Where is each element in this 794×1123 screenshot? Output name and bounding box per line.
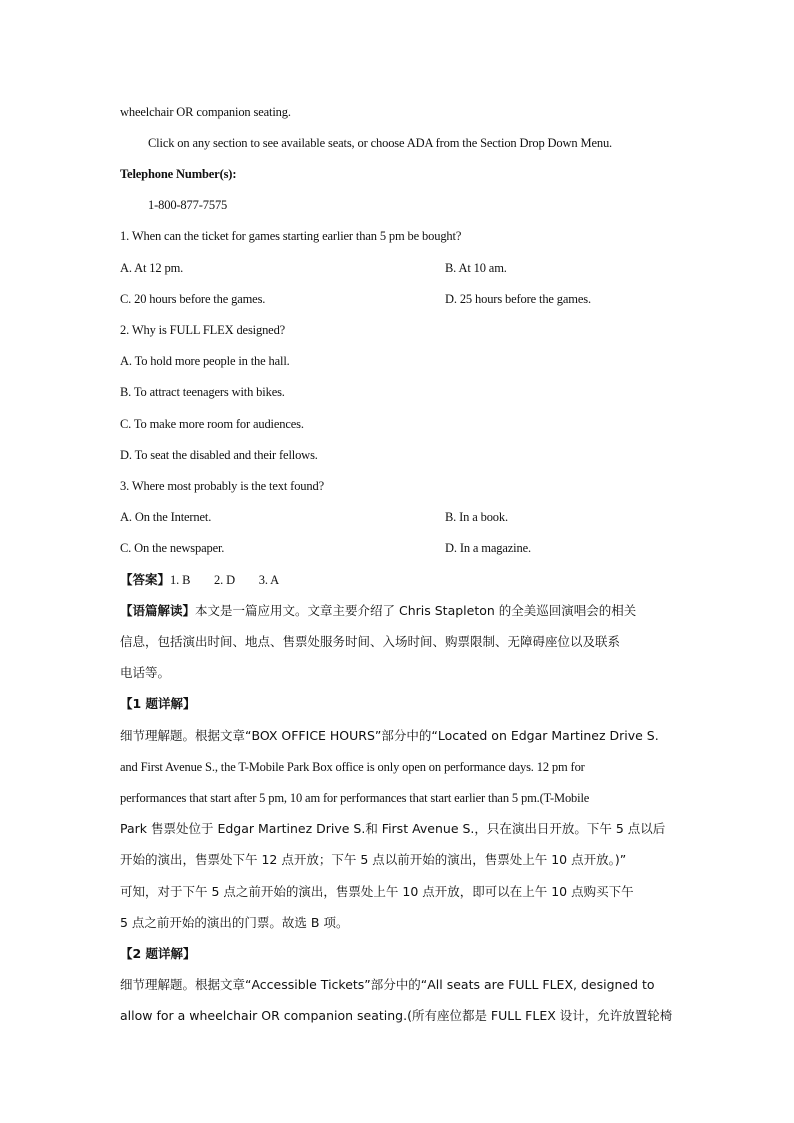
interpretation-label: 【语篇解读】 bbox=[120, 603, 196, 618]
answer-label: 【答案】 bbox=[120, 572, 171, 587]
detail-1-line-3: performances that start after 5 pm, 10 am for performances that start earlier than 5 pm.(T-Mobile bbox=[120, 791, 590, 805]
question-2-stem: 2. Why is FULL FLEX designed? bbox=[120, 323, 286, 337]
detail-1-line-2: and First Avenue S., the T-Mobile Park Box office is only open on performance days. 12 pm for bbox=[120, 760, 585, 774]
question-1-stem: 1. When can the ticket for games starting earlier than 5 pm be bought? bbox=[120, 229, 462, 243]
question-3-stem: 3. Where most probably is the text found? bbox=[120, 479, 324, 493]
question-2-option-d: D. To seat the disabled and their fellows. bbox=[120, 448, 318, 462]
telephone-heading: Telephone Number(s): bbox=[120, 167, 237, 181]
question-2-option-a: A. To hold more people in the hall. bbox=[120, 354, 290, 368]
detail-2-heading: 【2 题详解】 bbox=[120, 946, 196, 961]
question-2-option-c: C. To make more room for audiences. bbox=[120, 417, 304, 431]
answer-values: 1. B 2. D 3. A bbox=[170, 573, 280, 587]
passage-line-wheelchair: wheelchair OR companion seating. bbox=[120, 105, 291, 119]
question-3-option-a: A. On the Internet. bbox=[120, 510, 212, 524]
question-1-option-c: C. 20 hours before the games. bbox=[120, 292, 266, 306]
question-2-option-b: B. To attract teenagers with bikes. bbox=[120, 385, 285, 399]
question-3-option-b: B. In a book. bbox=[445, 510, 508, 524]
question-1-option-b: B. At 10 am. bbox=[445, 261, 507, 275]
interpretation-line-2: 信息，包括演出时间、地点、售票处服务时间、入场时间、购票限制、无障碍座位以及联系 bbox=[120, 634, 621, 649]
answer-line bbox=[120, 570, 279, 590]
detail-2-line-1: 细节理解题。根据文章“Accessible Tickets”部分中的“All seats are FULL FLEX, designed to bbox=[120, 977, 655, 992]
detail-1-line-7: 5 点之前开始的演出的门票。故选 B 项。 bbox=[120, 915, 349, 930]
telephone-number: 1-800-877-7575 bbox=[148, 198, 228, 212]
detail-2-line-2: allow for a wheelchair OR companion seating.(所有座位都是 FULL FLEX 设计，允许放置轮椅 bbox=[120, 1008, 673, 1023]
passage-line-click: Click on any section to see available seats, or choose ADA from the Section Drop Down Menu. bbox=[148, 136, 613, 150]
detail-1-line-5: 开始的演出，售票处下午 12 点开放；下午 5 点以前开始的演出，售票处上午 10 点开放。)” bbox=[120, 852, 627, 867]
question-3-option-c: C. On the newspaper. bbox=[120, 541, 225, 555]
question-1-option-d: D. 25 hours before the games. bbox=[445, 292, 591, 306]
detail-1-heading: 【1 题详解】 bbox=[120, 696, 196, 711]
detail-1-line-6: 可知，对于下午 5 点之前开始的演出，售票处上午 10 点开放，即可以在上午 10 点购买下午 bbox=[120, 884, 634, 899]
question-3-option-d: D. In a magazine. bbox=[445, 541, 531, 555]
interpretation-text-1: 本文是一篇应用文。文章主要介绍了 Chris Stapleton 的全美巡回演唱会的相关 bbox=[195, 603, 637, 618]
detail-1-line-4: Park 售票处位于 Edgar Martinez Drive S.和 First Avenue S.，只在演出日开放。下午 5 点以后 bbox=[120, 821, 666, 836]
question-1-option-a: A. At 12 pm. bbox=[120, 261, 184, 275]
detail-1-line-1: 细节理解题。根据文章“BOX OFFICE HOURS”部分中的“Located on Edgar Martinez Drive S. bbox=[120, 728, 659, 743]
interpretation-line-3: 电话等。 bbox=[120, 665, 171, 680]
interpretation-line-1 bbox=[120, 601, 674, 621]
